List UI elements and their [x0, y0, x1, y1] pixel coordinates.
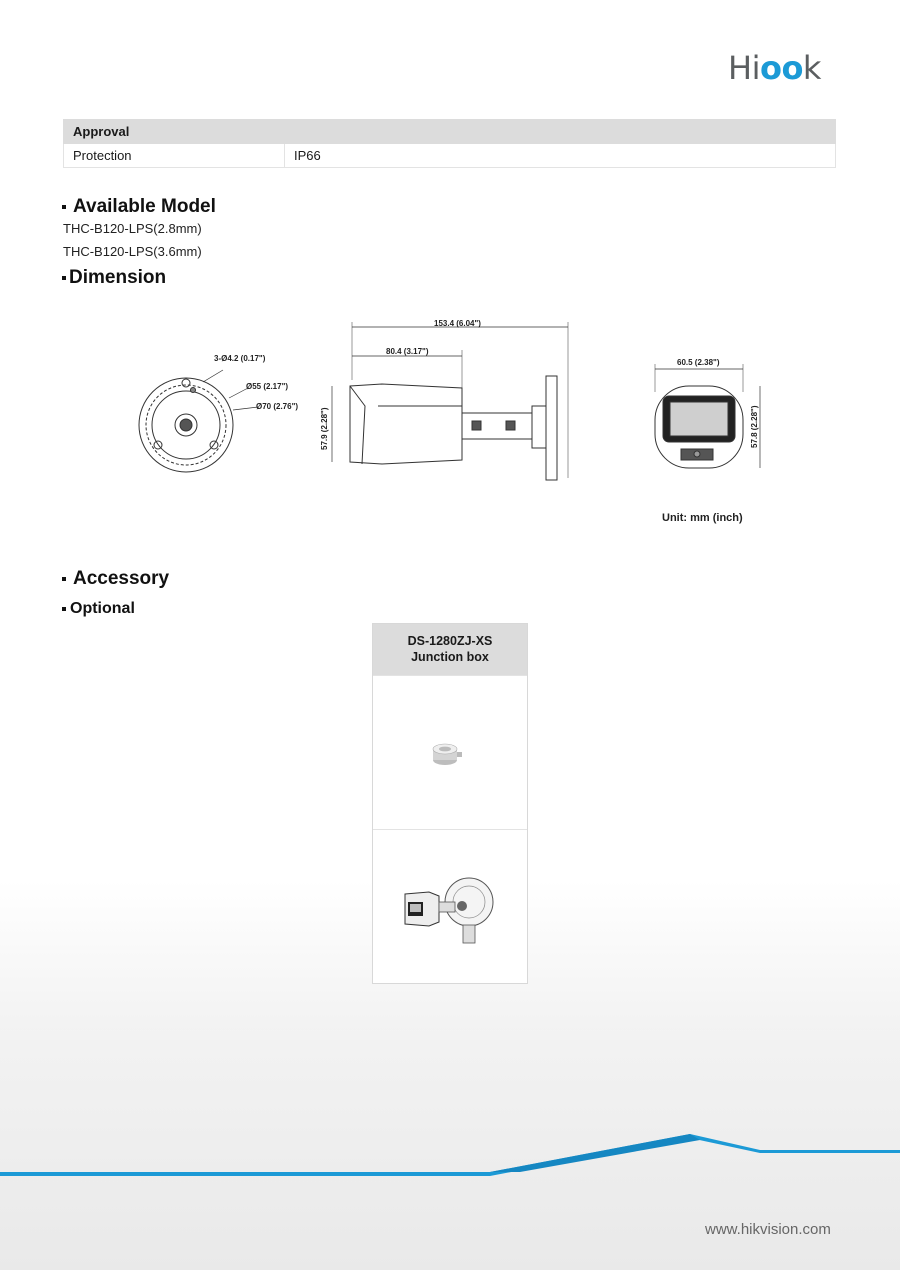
spec-table	[63, 119, 836, 168]
side-total-length-label: 153.4 (6.04")	[434, 319, 481, 328]
available-model-heading: Available Model	[62, 196, 216, 218]
spec-section-row	[64, 120, 836, 144]
rear-height-label: 57.8 (2.28")	[750, 405, 759, 448]
dimension-heading: Dimension	[62, 267, 166, 289]
accessory-installed-image	[373, 829, 527, 983]
bullet-icon	[62, 205, 66, 209]
spec-section-title: Approval	[64, 120, 836, 144]
accessory-card-header	[373, 624, 527, 675]
rear-width-label: 60.5 (2.38")	[677, 358, 720, 367]
accessory-heading: Accessory	[62, 568, 169, 590]
bullet-icon	[62, 276, 66, 280]
model-item: THC-B120-LPS(2.8mm)	[63, 221, 202, 236]
rear-view-drawing	[655, 386, 743, 468]
front-outer-diameter-label: Ø70 (2.76")	[256, 402, 299, 411]
model-item: THC-B120-LPS(3.6mm)	[63, 244, 202, 259]
optional-subheading: Optional	[62, 600, 135, 618]
accessory-model: DS-1280ZJ-XS	[407, 634, 493, 648]
unit-note: Unit: mm (inch)	[662, 512, 743, 524]
hilook-logo: Hiook	[728, 49, 821, 87]
spec-value: IP66	[285, 144, 836, 168]
dimension-drawing	[120, 310, 800, 540]
spec-row	[64, 144, 836, 168]
front-inner-diameter-label: Ø55 (2.17")	[246, 382, 289, 391]
spec-label: Protection	[64, 144, 285, 168]
camera-with-junction-box-icon	[373, 830, 527, 984]
bullet-icon	[62, 607, 66, 611]
front-holes-label: 3-Ø4.2 (0.17")	[214, 354, 266, 363]
side-body-length-label: 80.4 (3.17")	[386, 347, 429, 356]
accessory-product-image	[373, 675, 527, 829]
junction-box-icon	[373, 676, 527, 830]
front-view-drawing	[139, 378, 233, 472]
footer-wave-decoration	[0, 1120, 900, 1180]
side-height-label: 57.9 (2.28")	[320, 407, 329, 450]
website-link[interactable]: www.hikvision.com	[705, 1221, 831, 1238]
bullet-icon	[62, 577, 66, 581]
accessory-name: Junction box	[411, 650, 489, 664]
accessory-card	[372, 623, 528, 984]
side-view-drawing	[350, 376, 557, 480]
